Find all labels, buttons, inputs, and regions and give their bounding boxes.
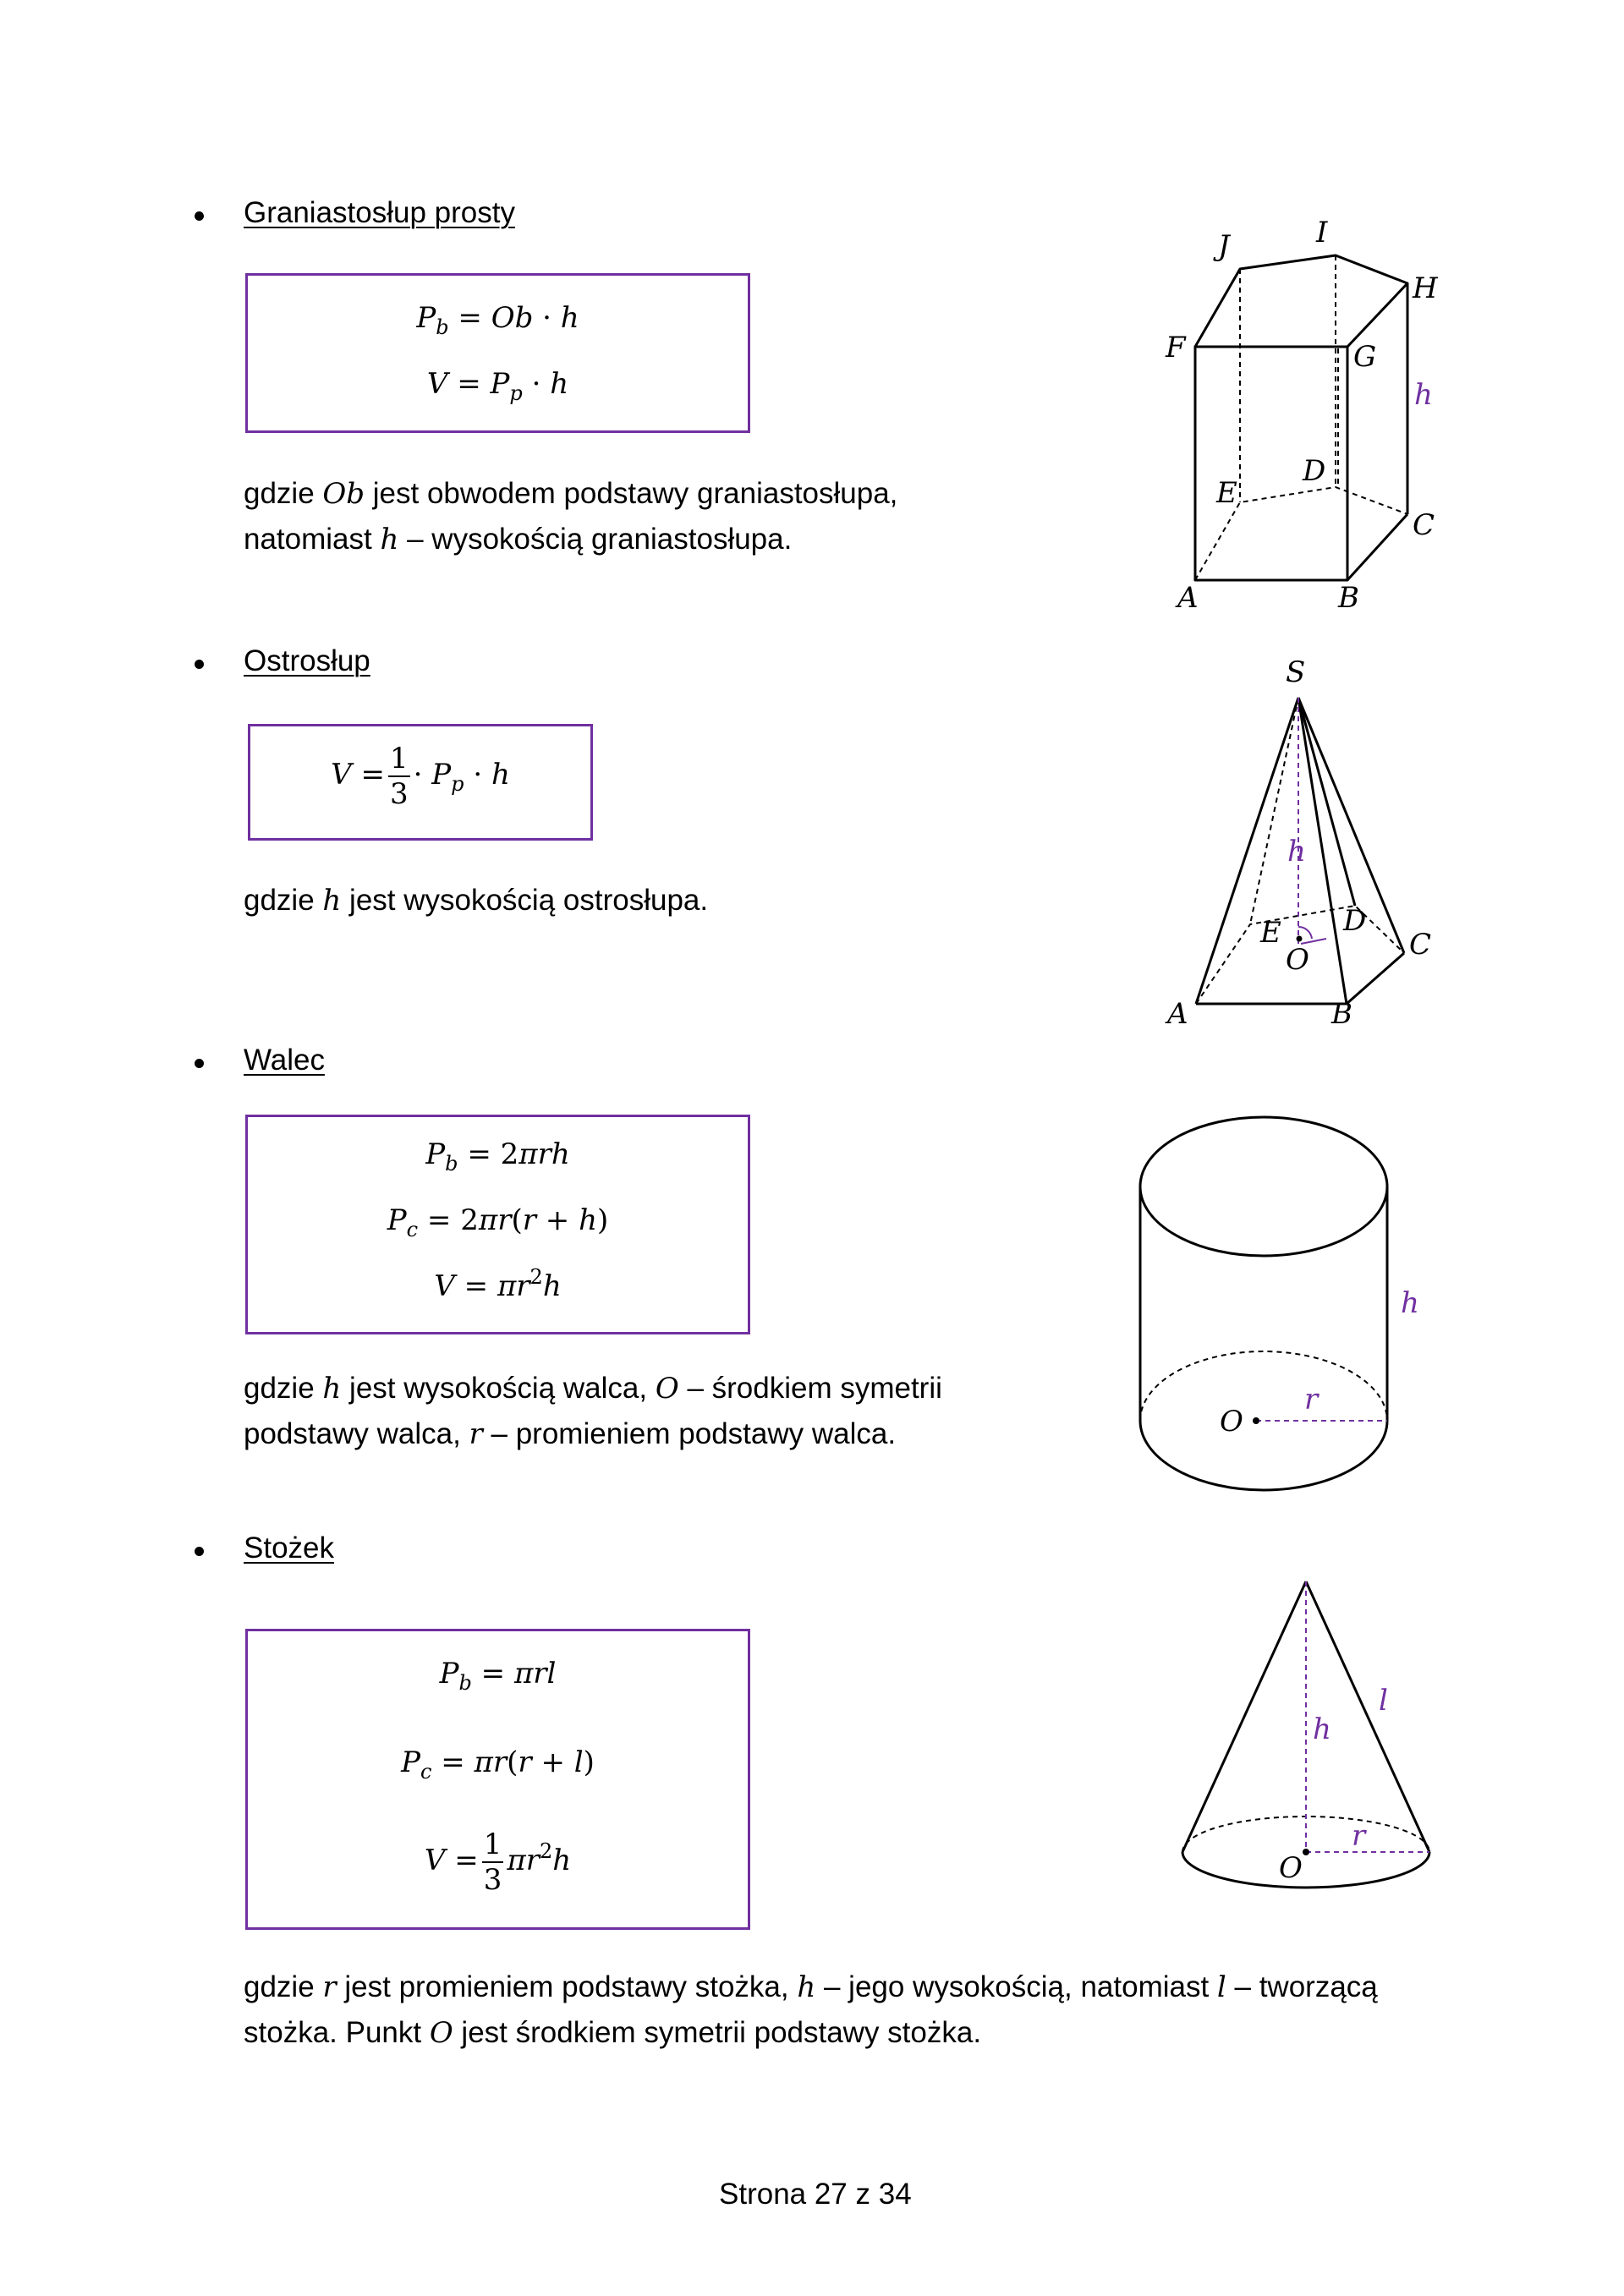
- label-G: G: [1353, 340, 1377, 374]
- description-prism: gdzie Ob jest obwodem podstawy graniastosłupa, natomiast h – wysokością graniastosłupa.: [244, 477, 898, 556]
- label-r: r: [1352, 1819, 1366, 1853]
- label-C: C: [1413, 508, 1435, 542]
- section-heading-cone: Stożek: [244, 1532, 334, 1564]
- cone-figure: [1167, 1573, 1455, 1911]
- bullet: [195, 211, 204, 221]
- label-r: r: [1304, 1383, 1319, 1417]
- prism-figure: [1150, 211, 1455, 626]
- formula-cylinder-total-area: $P_c = 2\pi r(r + h)$: [387, 1203, 609, 1241]
- formula-cylinder-lateral-area: $P_b = 2\pi rh$: [425, 1137, 570, 1175]
- formula-box-prism: [245, 273, 750, 433]
- formula-prism-volume: $V = P_p \cdot h$: [426, 367, 569, 405]
- formula-cone-volume: V = $\frac{1}{3}$ $\pi r^2h$: [424, 1827, 572, 1897]
- description-pyramid: gdzie h jest wysokością ostrosłupa.: [244, 884, 709, 918]
- section-heading-pyramid: Ostrosłup: [244, 644, 370, 677]
- formula-cone-lateral-area: $P_b = \pi rl$: [439, 1657, 557, 1695]
- label-A: A: [1177, 581, 1199, 615]
- label-h: h: [1313, 1712, 1331, 1746]
- formula-box-pyramid: [248, 724, 593, 841]
- label-h: h: [1401, 1286, 1419, 1320]
- label-A: A: [1167, 997, 1188, 1031]
- formula-pyramid-volume: V = $\frac{1}{3}$ · $P_p \cdot h$: [331, 742, 510, 811]
- description-cone: gdzie r jest promieniem podstawy stożka, h – jego wysokością, natomiast l – tworzącą stożka. Punkt O jest środkiem symetrii podstawy stożka.: [244, 1970, 1378, 2050]
- description-cylinder: gdzie h jest wysokością walca, O – środkiem symetrii podstawy walca, r – promieniem podstawy walca.: [244, 1372, 942, 1451]
- formula-box-cone: [245, 1629, 750, 1930]
- label-h: h: [1287, 835, 1306, 869]
- label-O: O: [1286, 943, 1309, 977]
- label-I: I: [1316, 216, 1328, 249]
- label-B: B: [1331, 997, 1352, 1031]
- label-H: H: [1413, 271, 1438, 305]
- bullet: [195, 1059, 204, 1068]
- formula-box-cylinder: [245, 1115, 750, 1334]
- formula-cylinder-volume: $V = \pi r^2h$: [434, 1265, 562, 1303]
- label-O: O: [1279, 1851, 1303, 1885]
- label-E: E: [1216, 476, 1237, 510]
- label-F: F: [1166, 331, 1186, 364]
- label-E: E: [1260, 916, 1281, 950]
- section-heading-cylinder: Walec: [244, 1044, 325, 1077]
- cylinder-figure: [1125, 1108, 1463, 1505]
- section-heading-prism: Graniastosłup prosty: [244, 196, 515, 229]
- label-h: h: [1414, 378, 1433, 412]
- formula-cone-total-area: $P_c = \pi r(r + l)$: [401, 1745, 595, 1784]
- label-O: O: [1220, 1405, 1243, 1438]
- label-S: S: [1286, 655, 1306, 689]
- formula-prism-lateral-area: $P_b = Ob \cdot h$: [416, 301, 579, 339]
- label-D: D: [1343, 904, 1367, 938]
- pyramid-figure: [1159, 651, 1446, 1040]
- label-D: D: [1303, 454, 1326, 488]
- page-number: Strona 27 z 34: [719, 2178, 912, 2211]
- label-C: C: [1409, 928, 1432, 962]
- label-B: B: [1338, 581, 1359, 615]
- label-J: J: [1218, 229, 1230, 263]
- bullet: [195, 1547, 204, 1556]
- label-l: l: [1379, 1684, 1388, 1718]
- bullet: [195, 660, 204, 669]
